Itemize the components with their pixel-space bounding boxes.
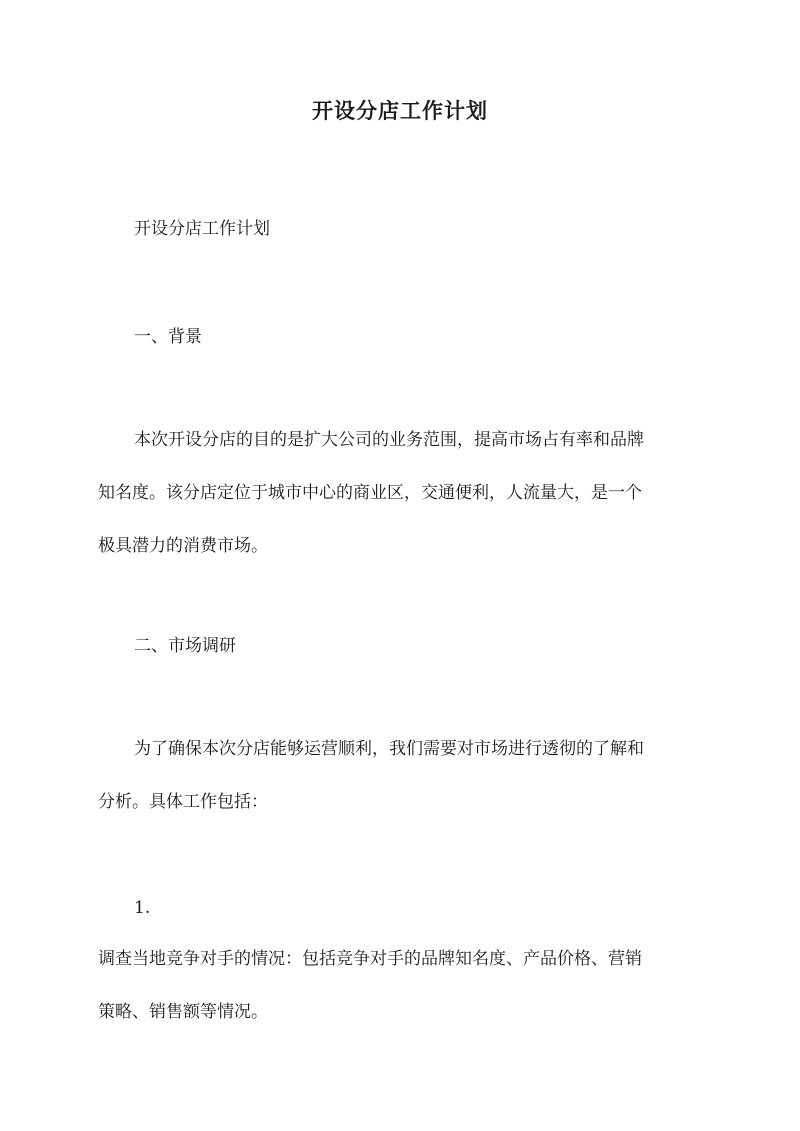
section-heading-market-research: 二、市场调研 [134, 636, 236, 656]
list-item-number: 1. [134, 898, 151, 918]
list-item-text [98, 933, 702, 1039]
paragraph-line: 本次开设分店的目的是扩大公司的业务范围，提高市场占有率和品牌 [134, 430, 644, 450]
section-heading-background: 一、背景 [134, 327, 202, 347]
paragraph-line: 极具潜力的消费市场。 [98, 536, 268, 556]
paragraph-line: 分析。具体工作包括： [98, 792, 268, 812]
document-title: 开设分店工作计划 [312, 98, 488, 123]
paragraph-market-research [98, 723, 702, 829]
list-item-line: 调查当地竞争对手的情况：包括竞争对手的品牌知名度、产品价格、营销 [98, 949, 642, 969]
document-subtitle: 开设分店工作计划 [134, 219, 270, 239]
paragraph-line: 为了确保本次分店能够运营顺利，我们需要对市场进行透彻的了解和 [134, 739, 644, 759]
list-item-line: 策略、销售额等情况。 [98, 1002, 268, 1022]
paragraph-line: 知名度。该分店定位于城市中心的商业区，交通便利，人流量大，是一个 [98, 483, 642, 503]
paragraph-background [98, 414, 702, 573]
